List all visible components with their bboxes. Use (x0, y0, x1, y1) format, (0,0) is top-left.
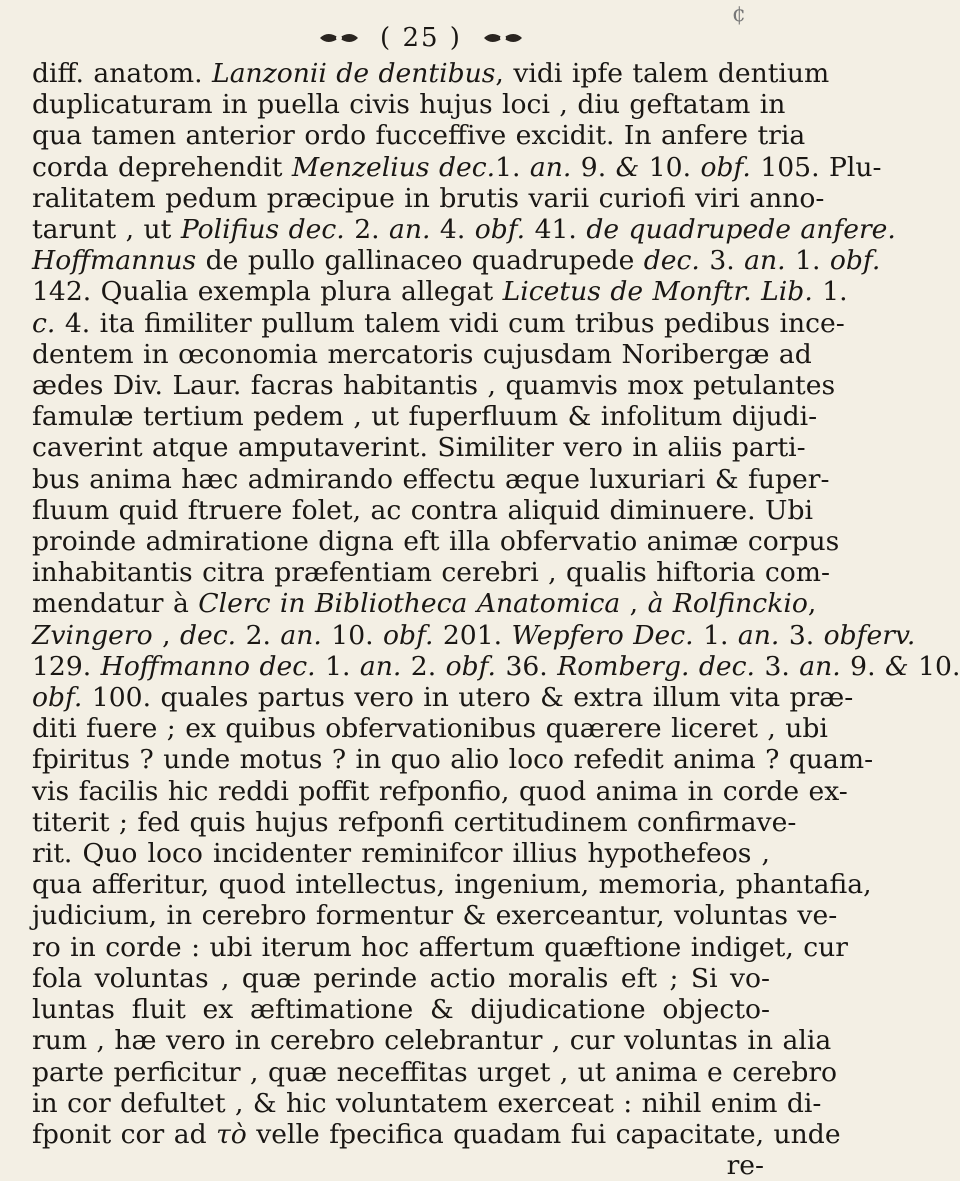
text-line (32, 1056, 838, 1088)
text-line (32, 338, 812, 370)
text-segment: fluum quid ftruere folet, ac contra aliquid diminuere. Ubi (32, 494, 813, 526)
text-segment: Polifius dec. (180, 214, 345, 246)
text-segment: 2. (344, 214, 390, 246)
text-segment: fpiritus ? unde motus ? in quo alio loco refedit anima ? quam- (32, 744, 874, 776)
text-segment: ædes Div. Laur. facras habitantis , quamvis mox petulantes (32, 370, 836, 402)
text-segment: re- (726, 1150, 764, 1181)
text-segment: Licetus de Monftr. Lib. (502, 276, 813, 308)
text-segment: judicium, in cerebro formentur & exerceantur, voluntas ve- (32, 900, 838, 932)
text-line (32, 1087, 822, 1119)
text-line (32, 245, 881, 277)
text-segment: dec. (643, 245, 700, 277)
text-segment: ro in corde : ubi iterum hoc affertum quæftione indiget, cur (32, 931, 848, 963)
text-line (32, 806, 797, 838)
text-segment: 100. quales partus vero in utero & extra illum vita præ- (82, 682, 854, 714)
body-text (32, 58, 960, 1181)
text-line (32, 526, 840, 558)
text-segment: , vidi ipfe talem dentium (495, 58, 830, 89)
text-segment: Lanzonii de dentibus (212, 58, 496, 89)
text-line (32, 869, 872, 901)
text-segment: 1. (315, 650, 360, 682)
text-line (32, 463, 830, 495)
text-segment: fola voluntas , quæ perinde actio moralis eft ; Si vo- (32, 962, 770, 994)
text-segment: 2. (236, 619, 281, 651)
text-segment: obferv. (823, 619, 916, 651)
text-segment: obf. (445, 650, 497, 682)
text-segment: vis facilis hic reddi poffit refponfio, quod anima in corde ex- (32, 775, 848, 807)
text-line (32, 58, 830, 89)
text-segment: de quadrupede anfere. (586, 214, 896, 246)
text-segment: dentem in œconomia mercatoris cujusdam Noribergæ ad (32, 338, 812, 370)
text-segment: obf. (383, 619, 434, 651)
text-segment: 10. (639, 151, 701, 183)
text-segment: fponit cor ad (32, 1118, 217, 1150)
stray-mark: ¢ (732, 2, 746, 27)
text-line (32, 120, 806, 152)
text-segment: 201. (433, 619, 512, 651)
text-segment: 129. (32, 650, 101, 682)
text-segment: 1. (785, 245, 830, 277)
text-line (32, 650, 960, 682)
text-segment: diti fuere ; ex quibus obfervationibus quærere liceret , ubi (32, 713, 828, 745)
text-segment: , (152, 619, 180, 651)
text-line (32, 370, 836, 402)
text-segment: c. (32, 307, 56, 339)
text-segment: 10. (908, 650, 960, 682)
page-header (72, 20, 770, 56)
text-line (32, 1150, 770, 1181)
text-segment: qua afferitur, quod intellectus, ingenium, memoria, phantafia, (32, 869, 872, 901)
text-line (32, 1118, 841, 1150)
text-segment: duplicaturam in puella civis hujus loci , diu geftatam in (32, 89, 786, 121)
text-line (32, 900, 838, 932)
text-segment: 9. (571, 151, 616, 183)
text-line (32, 214, 896, 246)
text-line (32, 307, 845, 339)
text-segment: 3. (754, 650, 800, 682)
text-line (32, 1025, 832, 1057)
text-line (32, 619, 916, 651)
text-line (32, 713, 828, 745)
text-line (32, 151, 882, 183)
text-segment: an. (359, 650, 402, 682)
text-segment: qua tamen anterior ordo fucceffive excidit. In anfere tria (32, 120, 806, 152)
text-segment: 4. (430, 214, 475, 246)
text-segment: titerit ; fed quis hujus refponfi certitudinem confirmave- (32, 806, 797, 838)
text-segment: luntas fluit ex æftimatione & dijudicatione objecto- (32, 994, 770, 1026)
text-segment: 142. Qualia exempla plura allegat (32, 276, 503, 308)
text-line (32, 182, 825, 214)
text-line (32, 432, 806, 464)
text-segment: famulæ tertium pedem , ut fuperfluum & infolitum dijudi- (32, 401, 818, 433)
text-segment: diff. anatom. (32, 58, 213, 89)
text-segment: Hoffmannus (32, 245, 197, 277)
text-segment: caverint atque amputaverint. Similiter vero in aliis parti- (32, 432, 806, 464)
text-segment: 41. (525, 214, 587, 246)
text-line (32, 401, 818, 433)
page-number: ( 25 ) (380, 23, 462, 53)
text-segment: in cor defultet , & hic voluntatem exerceat : nihil enim di- (32, 1087, 822, 1119)
text-segment: Romberg. dec. (557, 650, 755, 682)
text-segment: 10. (321, 619, 384, 651)
left-ornament-icon (316, 28, 362, 48)
text-segment: Hoffmanno dec. (100, 650, 316, 682)
text-segment: 1. (693, 619, 738, 651)
text-segment: 36. (496, 650, 558, 682)
text-segment: à Rolfinckio (647, 588, 808, 620)
text-segment: proinde admiratione digna eft illa obfervatio animæ corpus (32, 526, 840, 558)
text-segment: inhabitantis citra præfentiam cerebri , qualis hiftoria com- (32, 557, 830, 589)
text-segment: an. (744, 245, 786, 277)
text-segment: Zvingero (32, 619, 153, 651)
text-line (32, 588, 817, 620)
text-segment: an. (389, 214, 431, 246)
text-segment: 3. (779, 619, 824, 651)
text-segment: & (615, 151, 640, 183)
text-line (32, 682, 854, 714)
text-segment: ralitatem pedum præcipue in brutis varii curiofi viri anno- (32, 182, 825, 214)
text-segment: an. (529, 151, 572, 183)
text-segment: Menzelius dec. (291, 151, 496, 183)
text-segment: 1. (495, 151, 530, 183)
text-segment: obf. (32, 682, 83, 714)
text-segment: an. (737, 619, 780, 651)
text-segment: dec. (180, 619, 237, 651)
text-segment: corda deprehendit (32, 151, 292, 183)
text-segment: 2. (401, 650, 446, 682)
text-segment: an. (799, 650, 841, 682)
text-segment: rit. Quo loco incidenter reminifcor illius hypothefeos , (32, 838, 770, 870)
text-segment: obf. (829, 245, 881, 277)
text-segment: parte perficitur , quæ neceffitas urget , ut anima e cerebro (32, 1056, 838, 1088)
text-line (32, 994, 770, 1025)
text-segment: mendatur à (32, 588, 199, 620)
text-segment: velle fpecifica quadam fui capacitate, unde (246, 1118, 841, 1150)
right-ornament-icon (480, 28, 526, 48)
text-segment: 3. (699, 245, 745, 277)
text-line (32, 931, 848, 963)
text-segment: τὸ (216, 1118, 247, 1150)
text-segment: de pullo gallinaceo quadrupede (196, 245, 644, 277)
text-segment: rum , hæ vero in cerebro celebrantur , cur voluntas in alia (32, 1025, 832, 1057)
text-segment: obf. (700, 151, 751, 183)
text-segment: 4. ita fimiliter pullum talem vidi cum tribus pedibus ince- (55, 307, 845, 339)
text-segment: , (620, 588, 648, 620)
text-segment: , (807, 588, 817, 620)
text-segment: an. (280, 619, 322, 651)
text-line (32, 963, 770, 994)
text-line (32, 838, 770, 869)
text-segment: & (884, 650, 909, 682)
text-segment: obf. (474, 214, 526, 246)
text-segment: 1. (812, 276, 848, 308)
text-segment: bus anima hæc admirando effectu æque luxuriari & fuper- (32, 463, 830, 495)
text-line (32, 494, 813, 526)
text-segment: 9. (840, 650, 885, 682)
text-segment: Clerc in Bibliotheca Anatomica (198, 588, 621, 620)
text-line (32, 744, 874, 776)
text-line (32, 89, 786, 121)
text-line (32, 557, 830, 589)
text-segment: 105. Plu- (750, 151, 882, 183)
text-segment: Wepfero Dec. (511, 619, 694, 651)
text-line (32, 276, 848, 308)
text-line (32, 775, 848, 807)
text-segment: tarunt , ut (32, 214, 181, 246)
